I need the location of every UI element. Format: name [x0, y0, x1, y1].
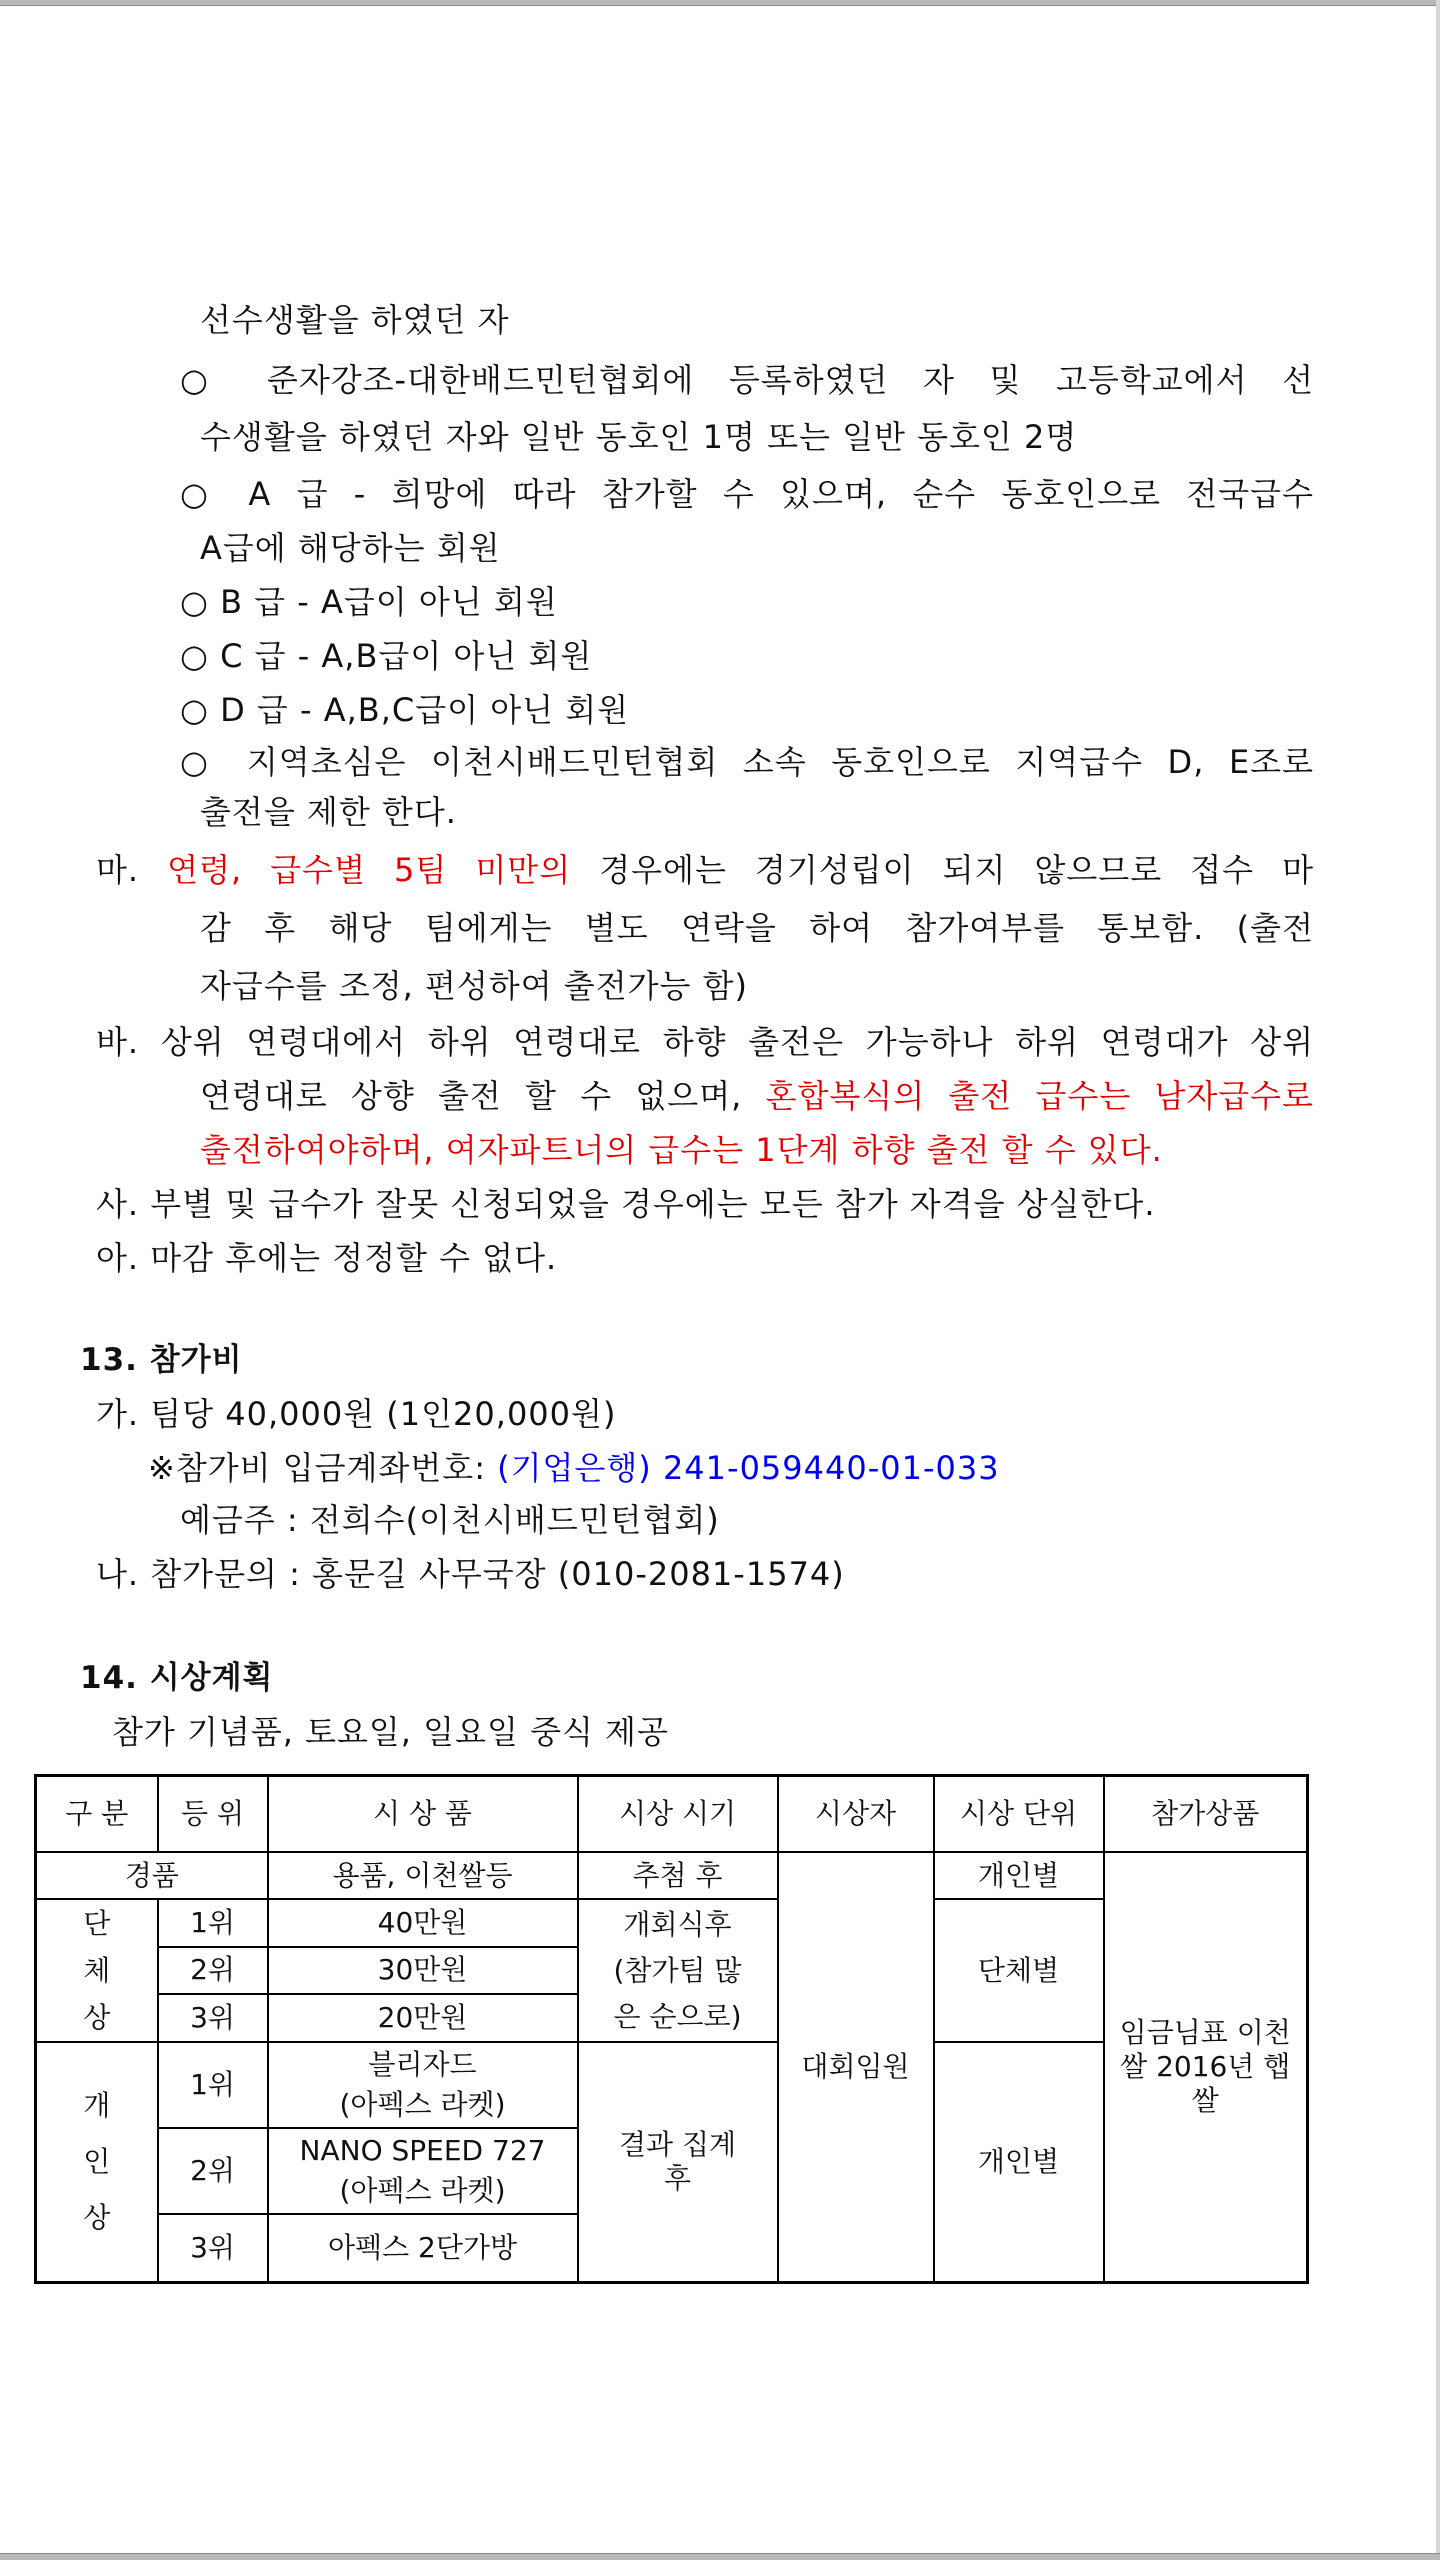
line-grade-a-b: A급에 해당하는 회원 — [200, 529, 501, 567]
raffle-label: 경품 — [36, 1852, 268, 1899]
header-prize: 시 상 품 — [268, 1776, 578, 1853]
item-ma-line1 — [96, 850, 1314, 890]
line-semi-strong-a: ○ 준자강조-대한배드민턴협회에 등록하였던 자 및 고등학교에서 선 — [180, 361, 1314, 399]
participation-gift-cell: 임금님표 이천쌀 2016년 햅쌀 — [1104, 1852, 1308, 2282]
item-ba-plain: 연령대로 상향 출전 할 수 없으며, — [200, 1077, 766, 1115]
indiv-rank-3: 3위 — [158, 2214, 268, 2282]
bank-account-line — [148, 1448, 1000, 1488]
item-ma-marker: 마. — [96, 851, 168, 889]
line-grade-d: ○ D 급 - A,B,C급이 아닌 회원 — [180, 691, 630, 729]
individual-award-label: 개 인 상 — [36, 2042, 158, 2282]
line-grade-c: ○ C 급 - A,B급이 아닌 회원 — [180, 637, 593, 675]
team-award-label: 단 체 상 — [36, 1899, 158, 2042]
raffle-timing: 추첨 후 — [578, 1852, 778, 1899]
table-row — [36, 1852, 1308, 1899]
line-player-history: 선수생활을 하였던 자 — [200, 301, 510, 339]
window-bottom-border — [0, 2553, 1440, 2560]
item-ba-highlight: 혼합복식의 출전 급수는 남자급수로 — [765, 1077, 1315, 1115]
account-holder-line: 예금주 : 전희수(이천시배드민턴협회) — [180, 1501, 720, 1539]
item-ba-line2 — [200, 1076, 1314, 1116]
gift-line: 참가 기념품, 토요일, 일요일 중식 제공 — [112, 1713, 669, 1751]
item-ma-line3: 자급수를 조정, 편성하여 출전가능 함) — [200, 967, 749, 1005]
item-a: 아. 마감 후에는 정정할 수 없다. — [96, 1239, 558, 1277]
team-rank-3: 3위 — [158, 1994, 268, 2042]
team-rank-2: 2위 — [158, 1947, 268, 1995]
awards-header-row — [36, 1776, 1308, 1853]
presenter-cell: 대회임원 — [778, 1852, 934, 2282]
header-participation-gift: 참가상품 — [1104, 1776, 1308, 1853]
team-prize-3: 20만원 — [268, 1994, 578, 2042]
header-category: 구 분 — [36, 1776, 158, 1853]
line-grade-a-a: ○ A 급 - 희망에 따라 참가할 수 있으며, 순수 동호인으로 전국급수 — [180, 475, 1314, 513]
header-timing: 시상 시기 — [578, 1776, 778, 1853]
item-ba-line3: 출전하여야하며, 여자파트너의 급수는 1단계 하향 출전 할 수 있다. — [200, 1131, 1163, 1169]
indiv-prize-3: 아펙스 2단가방 — [268, 2214, 578, 2282]
header-rank: 등 위 — [158, 1776, 268, 1853]
item-ba-line1: 바. 상위 연령대에서 하위 연령대로 하향 출전은 가능하나 하위 연령대가 상위 — [96, 1023, 1314, 1061]
team-prize-1: 40만원 — [268, 1899, 578, 1947]
entry-fee-line: 가. 팀당 40,000원 (1인20,000원) — [96, 1395, 617, 1433]
line-local-beginner-b: 출전을 제한 한다. — [200, 793, 457, 831]
indiv-unit: 개인별 — [934, 2042, 1104, 2282]
indiv-timing: 결과 집계 후 — [578, 2042, 778, 2282]
team-rank-1: 1위 — [158, 1899, 268, 1947]
item-ma-line2: 감 후 해당 팀에게는 별도 연락을 하여 참가여부를 통보함. (출전 — [200, 909, 1314, 947]
indiv-rank-2: 2위 — [158, 2128, 268, 2214]
header-unit: 시상 단위 — [934, 1776, 1104, 1853]
line-grade-b: ○ B 급 - A급이 아닌 회원 — [180, 583, 558, 621]
item-ma-highlight: 연령, 급수별 5팀 미만의 — [167, 851, 572, 889]
indiv-prize-2: NANO SPEED 727 (아펙스 라켓) — [268, 2128, 578, 2214]
awards-table — [34, 1774, 1309, 2284]
window-top-border — [0, 0, 1440, 6]
line-semi-strong-b: 수생활을 하였던 자와 일반 동호인 1명 또는 일반 동호인 2명 — [200, 418, 1078, 456]
line-local-beginner-a: ○ 지역초심은 이천시배드민턴협회 소속 동호인으로 지역급수 D, E조로 — [180, 743, 1314, 781]
heading-awards: 14. 시상계획 — [80, 1660, 274, 1696]
raffle-prize: 용품, 이천쌀등 — [268, 1852, 578, 1899]
raffle-unit: 개인별 — [934, 1852, 1104, 1899]
item-sa: 사. 부별 및 급수가 잘못 신청되었을 경우에는 모든 참가 자격을 상실한다. — [96, 1185, 1156, 1223]
bank-account-label: ※참가비 입금계좌번호: — [148, 1449, 498, 1487]
heading-entry-fee: 13. 참가비 — [80, 1342, 243, 1378]
indiv-prize-1: 블리자드 (아펙스 라켓) — [268, 2042, 578, 2128]
team-unit: 단체별 — [934, 1899, 1104, 2042]
page-right-edge — [1436, 0, 1440, 2560]
indiv-rank-1: 1위 — [158, 2042, 268, 2128]
inquiry-line: 나. 참가문의 : 홍문길 사무국장 (010-2081-1574) — [96, 1555, 845, 1593]
team-prize-2: 30만원 — [268, 1947, 578, 1995]
item-ma-rest: 경우에는 경기성립이 되지 않으므로 접수 마 — [571, 851, 1314, 889]
bank-account-value: (기업은행) 241-059440-01-033 — [497, 1449, 1000, 1487]
header-presenter: 시상자 — [778, 1776, 934, 1853]
team-timing: 개회식후 (참가팀 많 은 순으로) — [578, 1899, 778, 2042]
